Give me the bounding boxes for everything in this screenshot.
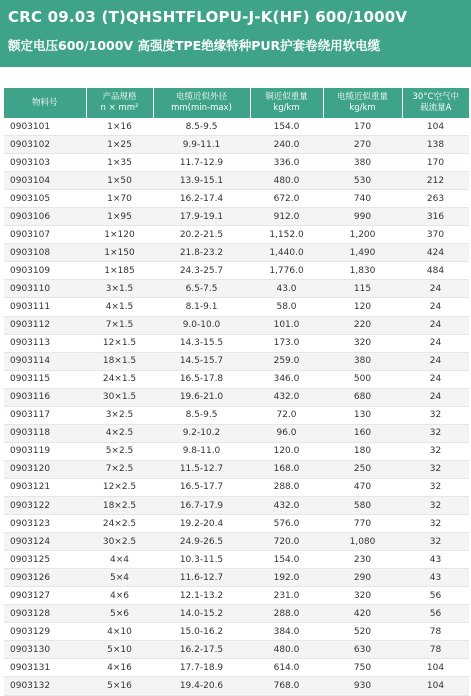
current-capacity-cell: 32 xyxy=(402,496,469,514)
specification-cell: 7×2.5 xyxy=(86,460,153,478)
current-capacity-cell: 263 xyxy=(402,190,469,208)
copper-weight-cell: 288.0 xyxy=(250,605,323,623)
copper-weight-cell: 43.0 xyxy=(250,280,323,298)
table-row xyxy=(4,587,469,605)
cable-weight-cell: 1,490 xyxy=(323,244,402,262)
specification-cell: 5×16 xyxy=(86,677,153,695)
table-row xyxy=(4,442,469,460)
header-cell-copper-weight xyxy=(250,88,323,118)
part-number-cell: 0903104 xyxy=(4,172,86,190)
copper-weight-cell: 101.0 xyxy=(250,316,323,334)
header-line: 电缆近似重量 xyxy=(336,92,388,102)
part-number-cell: 0903128 xyxy=(4,605,86,623)
table-row xyxy=(4,190,469,208)
outer-diameter-cell: 17.9-19.1 xyxy=(153,208,250,226)
copper-weight-cell: 1,152.0 xyxy=(250,226,323,244)
table-row xyxy=(4,154,469,172)
part-number-cell: 0903121 xyxy=(4,478,86,496)
part-number-cell: 0903117 xyxy=(4,406,86,424)
header-line: 电缆近似外径 xyxy=(175,92,227,102)
current-capacity-cell: 24 xyxy=(402,298,469,316)
cable-weight-cell: 120 xyxy=(323,298,402,316)
cable-weight-cell: 630 xyxy=(323,641,402,659)
cable-weight-cell: 115 xyxy=(323,280,402,298)
part-number-cell: 0903109 xyxy=(4,262,86,280)
table-row xyxy=(4,172,469,190)
table-row xyxy=(4,533,469,551)
table-row xyxy=(4,605,469,623)
outer-diameter-cell: 8.5-9.5 xyxy=(153,406,250,424)
table-body xyxy=(4,118,469,695)
outer-diameter-cell: 11.7-12.9 xyxy=(153,154,250,172)
outer-diameter-cell: 9.9-11.1 xyxy=(153,136,250,154)
current-capacity-cell: 24 xyxy=(402,316,469,334)
cable-weight-cell: 220 xyxy=(323,316,402,334)
cable-weight-cell: 500 xyxy=(323,370,402,388)
outer-diameter-cell: 8.5-9.5 xyxy=(153,118,250,136)
cable-weight-cell: 320 xyxy=(323,334,402,352)
specification-cell: 1×35 xyxy=(86,154,153,172)
specification-cell: 5×4 xyxy=(86,569,153,587)
outer-diameter-cell: 13.9-15.1 xyxy=(153,172,250,190)
current-capacity-cell: 32 xyxy=(402,533,469,551)
table-row xyxy=(4,551,469,569)
table-row xyxy=(4,406,469,424)
outer-diameter-cell: 24.3-25.7 xyxy=(153,262,250,280)
table-row xyxy=(4,478,469,496)
table-row xyxy=(4,244,469,262)
cable-weight-cell: 470 xyxy=(323,478,402,496)
table-row xyxy=(4,677,469,695)
part-number-cell: 0903119 xyxy=(4,442,86,460)
cable-weight-cell: 230 xyxy=(323,551,402,569)
table-row xyxy=(4,280,469,298)
outer-diameter-cell: 16.2-17.5 xyxy=(153,641,250,659)
copper-weight-cell: 432.0 xyxy=(250,496,323,514)
header-cell-part-number xyxy=(4,88,86,118)
table-header-row xyxy=(4,88,469,118)
current-capacity-cell: 56 xyxy=(402,587,469,605)
cable-weight-cell: 420 xyxy=(323,605,402,623)
specification-cell: 12×2.5 xyxy=(86,478,153,496)
outer-diameter-cell: 9.8-11.0 xyxy=(153,442,250,460)
header-line: n × mm² xyxy=(100,103,139,113)
cable-weight-cell: 770 xyxy=(323,515,402,533)
specification-cell: 7×1.5 xyxy=(86,316,153,334)
part-number-cell: 0903113 xyxy=(4,334,86,352)
copper-weight-cell: 1,440.0 xyxy=(250,244,323,262)
table-row xyxy=(4,388,469,406)
outer-diameter-cell: 11.6-12.7 xyxy=(153,569,250,587)
specification-cell: 24×2.5 xyxy=(86,515,153,533)
current-capacity-cell: 170 xyxy=(402,154,469,172)
current-capacity-cell: 212 xyxy=(402,172,469,190)
header-line: kg/km xyxy=(349,103,376,113)
part-number-cell: 0903124 xyxy=(4,533,86,551)
cable-weight-cell: 990 xyxy=(323,208,402,226)
table-row xyxy=(4,136,469,154)
specification-cell: 1×50 xyxy=(86,172,153,190)
cable-weight-cell: 520 xyxy=(323,623,402,641)
outer-diameter-cell: 19.4-20.6 xyxy=(153,677,250,695)
table-row xyxy=(4,515,469,533)
outer-diameter-cell: 14.5-15.7 xyxy=(153,352,250,370)
specification-cell: 12×1.5 xyxy=(86,334,153,352)
table-row xyxy=(4,659,469,677)
part-number-cell: 0903116 xyxy=(4,388,86,406)
table-row xyxy=(4,370,469,388)
part-number-cell: 0903127 xyxy=(4,587,86,605)
current-capacity-cell: 104 xyxy=(402,677,469,695)
outer-diameter-cell: 19.6-21.0 xyxy=(153,388,250,406)
specification-cell: 30×2.5 xyxy=(86,533,153,551)
cable-weight-cell: 170 xyxy=(323,118,402,136)
part-number-cell: 0903106 xyxy=(4,208,86,226)
outer-diameter-cell: 16.5-17.7 xyxy=(153,478,250,496)
cable-weight-cell: 930 xyxy=(323,677,402,695)
part-number-cell: 0903107 xyxy=(4,226,86,244)
outer-diameter-cell: 17.7-18.9 xyxy=(153,659,250,677)
cable-weight-cell: 380 xyxy=(323,352,402,370)
part-number-cell: 0903122 xyxy=(4,496,86,514)
current-capacity-cell: 32 xyxy=(402,406,469,424)
current-capacity-cell: 138 xyxy=(402,136,469,154)
header-cell-cable-weight xyxy=(323,88,402,118)
current-capacity-cell: 32 xyxy=(402,424,469,442)
current-capacity-cell: 104 xyxy=(402,659,469,677)
cable-weight-cell: 1,830 xyxy=(323,262,402,280)
copper-weight-cell: 336.0 xyxy=(250,154,323,172)
outer-diameter-cell: 16.2-17.4 xyxy=(153,190,250,208)
header-line: mm(min-max) xyxy=(171,103,232,113)
specification-cell: 1×120 xyxy=(86,226,153,244)
table-row xyxy=(4,496,469,514)
part-number-cell: 0903120 xyxy=(4,460,86,478)
table-row xyxy=(4,316,469,334)
header-cell-specification xyxy=(86,88,153,118)
part-number-cell: 0903131 xyxy=(4,659,86,677)
copper-weight-cell: 154.0 xyxy=(250,551,323,569)
header-cell-current-capacity xyxy=(402,88,469,118)
header-cell-outer-diameter xyxy=(153,88,250,118)
outer-diameter-cell: 9.2-10.2 xyxy=(153,424,250,442)
table-row xyxy=(4,623,469,641)
part-number-cell: 0903132 xyxy=(4,677,86,695)
specification-cell: 1×95 xyxy=(86,208,153,226)
cable-weight-cell: 160 xyxy=(323,424,402,442)
table-row xyxy=(4,118,469,136)
cable-weight-cell: 750 xyxy=(323,659,402,677)
header-line: 产品规格 xyxy=(102,92,137,102)
part-number-cell: 0903102 xyxy=(4,136,86,154)
copper-weight-cell: 288.0 xyxy=(250,478,323,496)
copper-weight-cell: 240.0 xyxy=(250,136,323,154)
outer-diameter-cell: 8.1-9.1 xyxy=(153,298,250,316)
specification-cell: 1×150 xyxy=(86,244,153,262)
current-capacity-cell: 78 xyxy=(402,623,469,641)
copper-weight-cell: 480.0 xyxy=(250,641,323,659)
outer-diameter-cell: 10.3-11.5 xyxy=(153,551,250,569)
part-number-cell: 0903114 xyxy=(4,352,86,370)
current-capacity-cell: 316 xyxy=(402,208,469,226)
current-capacity-cell: 370 xyxy=(402,226,469,244)
header-line: 铜近似重量 xyxy=(265,92,308,102)
specification-cell: 5×10 xyxy=(86,641,153,659)
current-capacity-cell: 24 xyxy=(402,370,469,388)
part-number-cell: 0903115 xyxy=(4,370,86,388)
part-number-cell: 0903101 xyxy=(4,118,86,136)
specification-cell: 1×16 xyxy=(86,118,153,136)
specification-cell: 5×2.5 xyxy=(86,442,153,460)
current-capacity-cell: 24 xyxy=(402,334,469,352)
current-capacity-cell: 24 xyxy=(402,388,469,406)
current-capacity-cell: 24 xyxy=(402,352,469,370)
specification-cell: 4×4 xyxy=(86,551,153,569)
copper-weight-cell: 1,776.0 xyxy=(250,262,323,280)
copper-weight-cell: 96.0 xyxy=(250,424,323,442)
table-row xyxy=(4,226,469,244)
cable-spec-table xyxy=(4,88,469,696)
copper-weight-cell: 231.0 xyxy=(250,587,323,605)
copper-weight-cell: 432.0 xyxy=(250,388,323,406)
outer-diameter-cell: 11.5-12.7 xyxy=(153,460,250,478)
part-number-cell: 0903118 xyxy=(4,424,86,442)
page-title: CRC 09.03 (T)QHSHTFLOPU-J-K(HF) 600/1000V xyxy=(8,8,408,26)
current-capacity-cell: 43 xyxy=(402,551,469,569)
copper-weight-cell: 168.0 xyxy=(250,460,323,478)
part-number-cell: 0903103 xyxy=(4,154,86,172)
table-row xyxy=(4,208,469,226)
table-row xyxy=(4,298,469,316)
specification-cell: 3×1.5 xyxy=(86,280,153,298)
specification-cell: 4×2.5 xyxy=(86,424,153,442)
cable-weight-cell: 320 xyxy=(323,587,402,605)
current-capacity-cell: 78 xyxy=(402,641,469,659)
current-capacity-cell: 424 xyxy=(402,244,469,262)
part-number-cell: 0903129 xyxy=(4,623,86,641)
header-line: 30°C空气中 xyxy=(412,92,459,102)
cable-weight-cell: 740 xyxy=(323,190,402,208)
specification-cell: 5×6 xyxy=(86,605,153,623)
outer-diameter-cell: 12.1-13.2 xyxy=(153,587,250,605)
copper-weight-cell: 72.0 xyxy=(250,406,323,424)
outer-diameter-cell: 24.9-26.5 xyxy=(153,533,250,551)
copper-weight-cell: 614.0 xyxy=(250,659,323,677)
copper-weight-cell: 576.0 xyxy=(250,515,323,533)
copper-weight-cell: 58.0 xyxy=(250,298,323,316)
cable-weight-cell: 180 xyxy=(323,442,402,460)
specification-cell: 4×16 xyxy=(86,659,153,677)
part-number-cell: 0903112 xyxy=(4,316,86,334)
specification-cell: 4×1.5 xyxy=(86,298,153,316)
current-capacity-cell: 104 xyxy=(402,118,469,136)
outer-diameter-cell: 19.2-20.4 xyxy=(153,515,250,533)
cable-weight-cell: 580 xyxy=(323,496,402,514)
outer-diameter-cell: 21.8-23.2 xyxy=(153,244,250,262)
specification-cell: 1×70 xyxy=(86,190,153,208)
copper-weight-cell: 672.0 xyxy=(250,190,323,208)
page-header xyxy=(0,0,471,67)
copper-weight-cell: 720.0 xyxy=(250,533,323,551)
cable-weight-cell: 290 xyxy=(323,569,402,587)
part-number-cell: 0903123 xyxy=(4,515,86,533)
current-capacity-cell: 43 xyxy=(402,569,469,587)
table-row xyxy=(4,460,469,478)
part-number-cell: 0903105 xyxy=(4,190,86,208)
table-row xyxy=(4,569,469,587)
cable-weight-cell: 1,080 xyxy=(323,533,402,551)
outer-diameter-cell: 20.2-21.5 xyxy=(153,226,250,244)
outer-diameter-cell: 16.5-17.8 xyxy=(153,370,250,388)
header-line: 物料号 xyxy=(31,97,58,108)
copper-weight-cell: 384.0 xyxy=(250,623,323,641)
copper-weight-cell: 346.0 xyxy=(250,370,323,388)
part-number-cell: 0903130 xyxy=(4,641,86,659)
outer-diameter-cell: 14.3-15.5 xyxy=(153,334,250,352)
header-line: 载流量A xyxy=(420,103,452,113)
copper-weight-cell: 259.0 xyxy=(250,352,323,370)
specification-cell: 18×2.5 xyxy=(86,496,153,514)
cable-weight-cell: 530 xyxy=(323,172,402,190)
specification-cell: 30×1.5 xyxy=(86,388,153,406)
outer-diameter-cell: 9.0-10.0 xyxy=(153,316,250,334)
outer-diameter-cell: 16.7-17.9 xyxy=(153,496,250,514)
part-number-cell: 0903108 xyxy=(4,244,86,262)
cable-weight-cell: 380 xyxy=(323,154,402,172)
specification-cell: 18×1.5 xyxy=(86,352,153,370)
current-capacity-cell: 32 xyxy=(402,442,469,460)
copper-weight-cell: 912.0 xyxy=(250,208,323,226)
table-row xyxy=(4,424,469,442)
page-subtitle: 额定电压600/1000V 高强度TPE绝缘特种PUR护套卷绕用软电缆 xyxy=(8,38,381,53)
specification-cell: 4×6 xyxy=(86,587,153,605)
current-capacity-cell: 32 xyxy=(402,478,469,496)
table-row xyxy=(4,352,469,370)
specification-cell: 1×185 xyxy=(86,262,153,280)
copper-weight-cell: 120.0 xyxy=(250,442,323,460)
outer-diameter-cell: 15.0-16.2 xyxy=(153,623,250,641)
part-number-cell: 0903110 xyxy=(4,280,86,298)
copper-weight-cell: 768.0 xyxy=(250,677,323,695)
header-line: kg/km xyxy=(273,103,300,113)
outer-diameter-cell: 6.5-7.5 xyxy=(153,280,250,298)
current-capacity-cell: 32 xyxy=(402,460,469,478)
cable-weight-cell: 680 xyxy=(323,388,402,406)
copper-weight-cell: 173.0 xyxy=(250,334,323,352)
table-row xyxy=(4,262,469,280)
copper-weight-cell: 480.0 xyxy=(250,172,323,190)
cable-weight-cell: 270 xyxy=(323,136,402,154)
copper-weight-cell: 192.0 xyxy=(250,569,323,587)
part-number-cell: 0903125 xyxy=(4,551,86,569)
copper-weight-cell: 154.0 xyxy=(250,118,323,136)
current-capacity-cell: 24 xyxy=(402,280,469,298)
specification-cell: 4×10 xyxy=(86,623,153,641)
current-capacity-cell: 484 xyxy=(402,262,469,280)
current-capacity-cell: 32 xyxy=(402,515,469,533)
current-capacity-cell: 56 xyxy=(402,605,469,623)
cable-weight-cell: 130 xyxy=(323,406,402,424)
part-number-cell: 0903111 xyxy=(4,298,86,316)
cable-weight-cell: 1,200 xyxy=(323,226,402,244)
cable-weight-cell: 250 xyxy=(323,460,402,478)
specification-cell: 3×2.5 xyxy=(86,406,153,424)
table-row xyxy=(4,641,469,659)
part-number-cell: 0903126 xyxy=(4,569,86,587)
outer-diameter-cell: 14.0-15.2 xyxy=(153,605,250,623)
specification-cell: 24×1.5 xyxy=(86,370,153,388)
specification-cell: 1×25 xyxy=(86,136,153,154)
table-row xyxy=(4,334,469,352)
